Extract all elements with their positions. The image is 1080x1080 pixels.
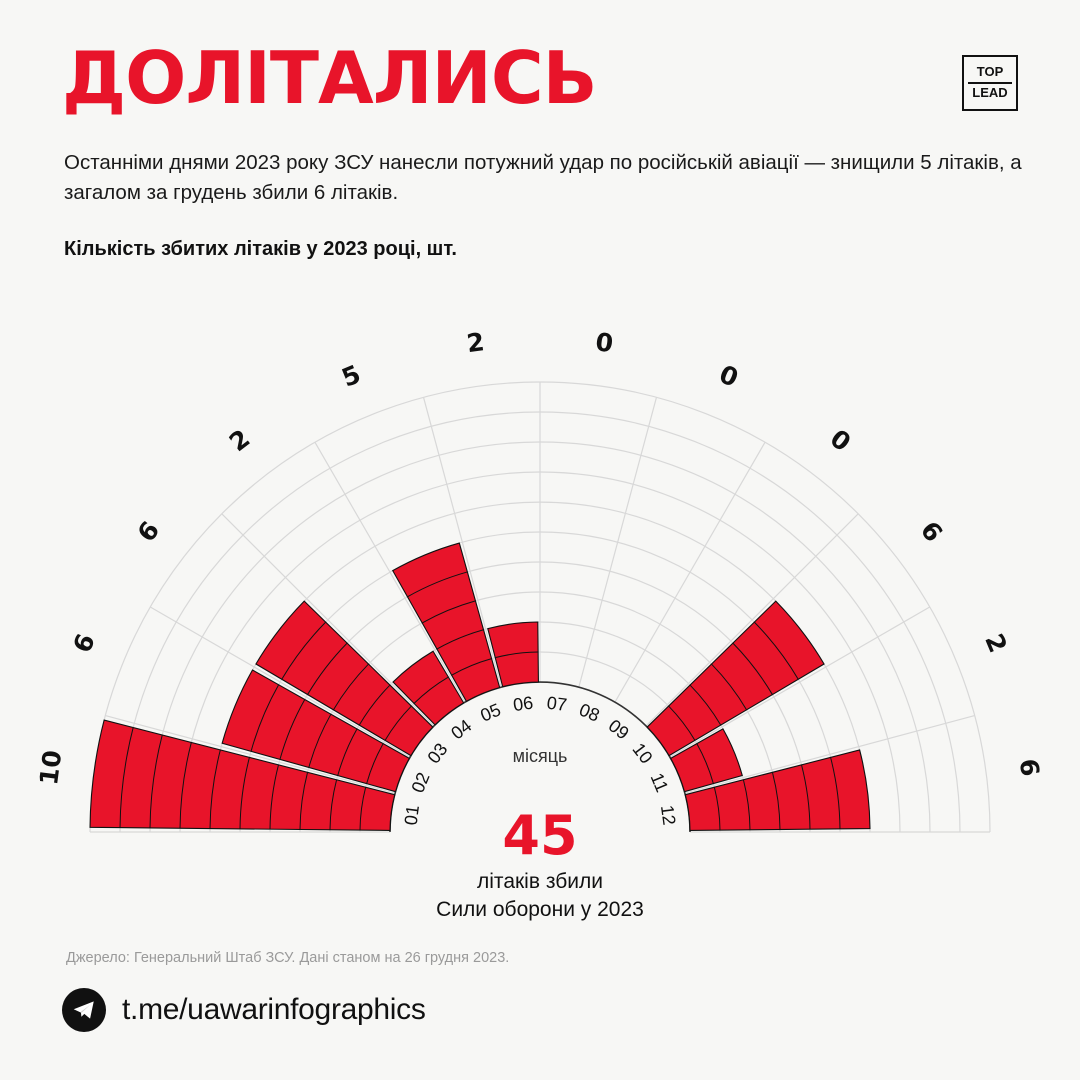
page-title: ДОЛІТАЛИСЬ bbox=[62, 36, 597, 120]
value-label: 0 bbox=[593, 327, 615, 359]
footer[interactable] bbox=[62, 988, 426, 1032]
lede-paragraph: Останніми днями 2023 року ЗСУ нанесли потужний удар по російській авіації — знищили 5 літаків, а загалом за грудень збили 6 літаків. bbox=[64, 151, 1022, 204]
month-axis-label: 03 bbox=[423, 739, 452, 768]
chart-svg bbox=[0, 272, 1080, 932]
month-axis-label: 01 bbox=[400, 803, 424, 827]
source-note: Джерело: Генеральний Штаб ЗСУ. Дані станом на 26 грудня 2023. bbox=[66, 950, 510, 966]
month-axis-label: 10 bbox=[628, 739, 657, 768]
total-caption-line1: літаків збили bbox=[477, 870, 603, 893]
telegram-icon[interactable] bbox=[62, 988, 106, 1032]
telegram-handle[interactable]: t.me/uawarinfographics bbox=[122, 993, 426, 1026]
month-axis-label: 02 bbox=[407, 769, 434, 796]
month-axis-label: 09 bbox=[604, 715, 633, 744]
total-number: 45 bbox=[502, 804, 578, 867]
value-label: 2 bbox=[979, 629, 1013, 657]
value-label: 2 bbox=[465, 327, 487, 359]
total-caption-line2: Сили оборони у 2023 bbox=[436, 898, 644, 921]
value-label: 0 bbox=[715, 359, 743, 393]
value-label: 2 bbox=[223, 423, 256, 458]
radial-bar-chart bbox=[0, 272, 1080, 932]
value-label: 6 bbox=[131, 515, 166, 548]
month-axis-label: 08 bbox=[576, 699, 603, 726]
axis-caption: місяць bbox=[512, 746, 568, 766]
value-label: 5 bbox=[337, 359, 365, 393]
value-label: 10 bbox=[34, 748, 68, 787]
month-axis-label: 05 bbox=[477, 699, 504, 726]
month-axis-label: 07 bbox=[545, 692, 569, 716]
month-axis-label: 11 bbox=[646, 770, 673, 795]
value-label: 0 bbox=[824, 423, 857, 458]
logo-top-text: TOP bbox=[976, 64, 1004, 80]
logo-divider bbox=[968, 82, 1012, 84]
logo-bottom-text: LEAD bbox=[972, 85, 1008, 100]
month-axis-label: 06 bbox=[511, 692, 535, 716]
value-label: 6 bbox=[67, 629, 101, 657]
value-label: 6 bbox=[914, 515, 949, 548]
brand-logo bbox=[962, 55, 1018, 111]
month-axis-label: 04 bbox=[447, 715, 476, 744]
chart-subtitle: Кількість збитих літаків у 2023 році, шт. bbox=[64, 238, 457, 260]
value-label: 6 bbox=[1013, 757, 1045, 779]
month-axis-label: 12 bbox=[656, 803, 680, 827]
grid-spoke bbox=[579, 397, 657, 687]
